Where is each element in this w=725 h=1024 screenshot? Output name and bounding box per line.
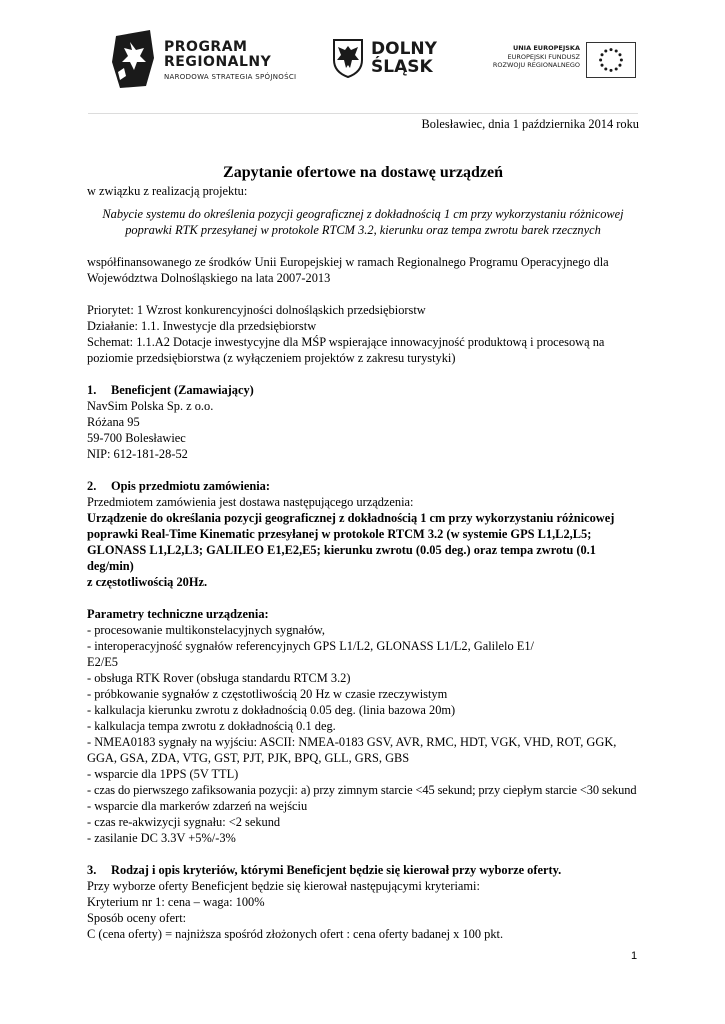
eu-flag-icon (586, 42, 636, 78)
eu-logo-line2: EUROPEJSKI FUNDUSZ (507, 53, 580, 61)
section1-heading (87, 382, 639, 398)
criteria-intro: Przy wyborze oferty Beneficjent będzie się kierował następującymi kryteriami: (87, 879, 480, 893)
beneficiary-nip: NIP: 612-181-28-52 (87, 447, 188, 461)
document-date: Bolesławiec, dnia 1 października 2014 roku (421, 117, 639, 131)
program-logo-line2: REGIONALNY (164, 54, 272, 70)
param-item: - procesowanie multikonstelacyjnych sygnałów, (87, 623, 325, 637)
eu-logo (486, 42, 636, 86)
param-item: - czas re-akwizycji sygnału: <2 sekund (87, 815, 281, 829)
device-description-line1: Urządzenie do określania pozycji geograficznej z dokładnością 1 cm przy wykorzystaniu różnicowej (87, 511, 615, 525)
project-name-line1: Nabycie systemu do określenia pozycji geograficznej z dokładnością 1 cm przy wykorzystaniu różnicowej (102, 207, 624, 221)
criterion-1: Kryterium nr 1: cena – waga: 100% (87, 895, 265, 909)
param-item: - zasilanie DC 3.3V +5%/-3% (87, 831, 236, 845)
eu-logo-line1: UNIA EUROPEJSKA (512, 44, 580, 52)
section3-title: Rodzaj i opis kryteriów, którymi Beneficjent będzie się kierował przy wyborze oferty. (111, 863, 562, 877)
eagle-crest-icon (331, 38, 365, 78)
project-name (87, 206, 639, 238)
params-heading: Parametry techniczne urządzenia: (87, 607, 269, 621)
order-intro: Przedmiotem zamówienia jest dostawa następującego urządzenia: (87, 495, 414, 509)
section1-title: Beneficjent (Zamawiający) (111, 383, 254, 397)
section2-number: 2. (87, 479, 97, 493)
document-title: Zapytanie ofertowe na dostawę urządzeń (223, 164, 503, 181)
scheme-line2: poziomie przedsiębiorstwa (z wyłączeniem projektów z zakresu turystyki) (87, 351, 456, 365)
evaluation-method: Sposób oceny ofert: (87, 911, 187, 925)
param-item: - kalkulacja tempa zwrotu z dokładnością 0.1 deg. (87, 719, 336, 733)
section3-number: 3. (87, 863, 97, 877)
beneficiary-city: 59-700 Bolesławiec (87, 431, 186, 445)
document-body (87, 116, 639, 942)
section3-heading (87, 862, 639, 878)
project-name-line2: poprawki RTK przesyłanej w protokole RTCM 3.2, kierunku oraz tempa zwrotu barek rzecznych (125, 223, 601, 237)
device-description-line2: poprawki Real-Time Kinematic przesyłanej w protokole RTCM 3.2 (w systemie GPS L1,L2,L5; (87, 527, 592, 541)
section2-heading (87, 478, 639, 494)
param-item: - próbkowanie sygnałów z częstotliwością 20 Hz w czasie rzeczywistym (87, 687, 448, 701)
program-regionalny-mark-icon (110, 28, 158, 90)
eu-logo-line3: ROZWOJU REGIONALNEGO (492, 61, 580, 69)
priority-line: Priorytet: 1 Wzrost konkurencyjności dolnośląskich przedsiębiorstw (87, 303, 426, 317)
param-item: - NMEA0183 sygnały na wyjściu: ASCII: NMEA-0183 GSV, AVR, RMC, HDT, VGK, VHD, ROT, GGK, (87, 735, 617, 749)
beneficiary-name: NavSim Polska Sp. z o.o. (87, 399, 214, 413)
param-item: - wsparcie dla markerów zdarzeń na wejściu (87, 799, 308, 813)
param-item: - kalkulacja kierunku zwrotu z dokładnością 0.05 deg. (linia bazowa 20m) (87, 703, 456, 717)
logo-bar (0, 24, 725, 96)
dolny-logo-line2: ŚLĄSK (371, 57, 433, 77)
section1-number: 1. (87, 383, 97, 397)
price-formula: C (cena oferty) = najniższa spośród złożonych ofert : cena oferty badanej x 100 pkt. (87, 927, 504, 941)
param-item: - czas do pierwszego zafiksowania pozycji: a) przy zimnym starcie <45 sekund; przy ciepłym starcie <30 sekund (87, 783, 637, 797)
funding-line1: współfinansowanego ze środków Unii Europejskiej w ramach Regionalnego Programu Operacyjnego dla (87, 255, 609, 269)
funding-line2: Województwa Dolnośląskiego na lata 2007-2013 (87, 271, 331, 285)
project-context: w związku z realizacją projektu: (87, 184, 248, 198)
program-logo-line3: NARODOWA STRATEGIA SPÓJNOŚCI (164, 73, 297, 81)
device-description-line4: z częstotliwością 20Hz. (87, 575, 208, 589)
beneficiary-street: Różana 95 (87, 415, 140, 429)
action-line: Działanie: 1.1. Inwestycje dla przedsiębiorstw (87, 319, 317, 333)
param-item: E2/E5 (87, 655, 118, 669)
section2-title: Opis przedmiotu zamówienia: (111, 479, 271, 493)
param-item: - interoperacyjność sygnałów referencyjnych GPS L1/L2, GLONASS L1/L2, Galilelo E1/ (87, 639, 534, 653)
header-divider (88, 113, 638, 114)
param-item: - obsługa RTK Rover (obsługa standardu RTCM 3.2) (87, 671, 351, 685)
program-regionalny-logo (110, 28, 300, 94)
param-item: GGA, GSA, ZDA, VTG, GST, PJT, PJK, BPQ, GLL, GRS, GBS (87, 751, 410, 765)
dolny-slask-logo (331, 38, 456, 88)
param-item: - wsparcie dla 1PPS (5V TTL) (87, 767, 239, 781)
dolny-logo-line1: DOLNY (371, 39, 437, 59)
scheme-line1: Schemat: 1.1.A2 Dotacje inwestycyjne dla MŚP wspierające innowacyjność produktową i procesową na (87, 335, 605, 349)
page-number: 1 (631, 950, 638, 962)
device-description-line3: GLONASS L1,L2,L3; GALILEO E1,E2,E5; kierunku zwrotu (0.05 deg.) oraz tempa zwrotu (0.1 deg/min) (87, 543, 596, 573)
program-logo-line1: PROGRAM (164, 39, 248, 55)
